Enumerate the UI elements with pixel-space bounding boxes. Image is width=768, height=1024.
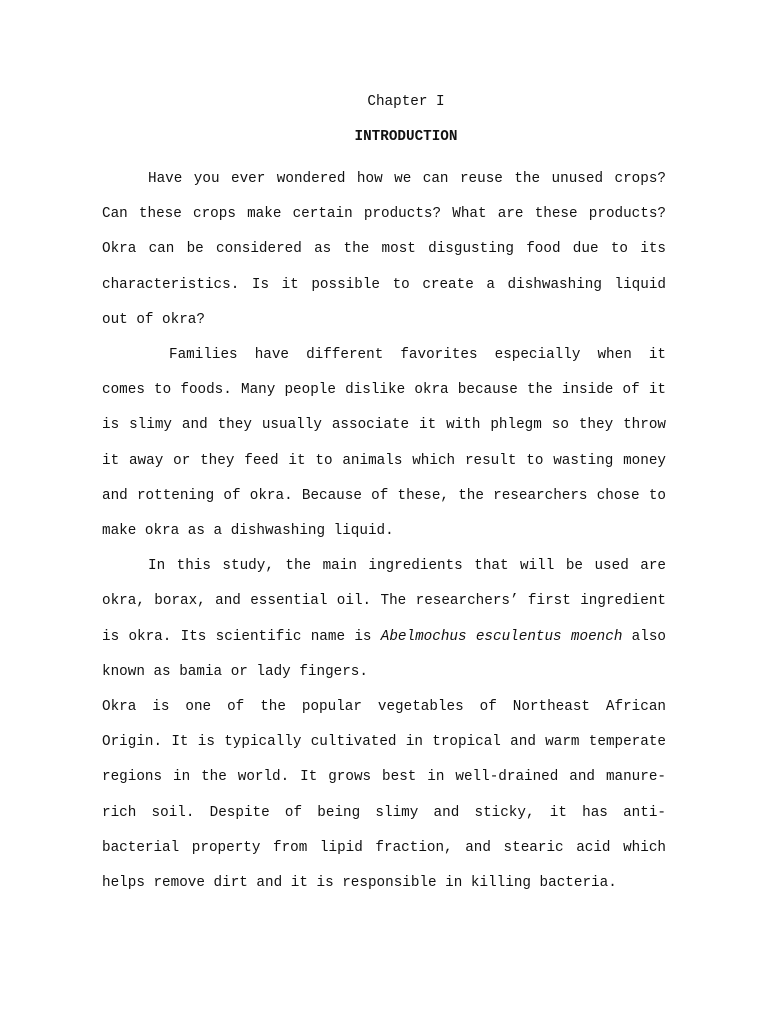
section-heading: INTRODUCTION xyxy=(354,129,458,145)
paragraph-3-text-after: also known as bamia or lady fingers. xyxy=(102,628,667,680)
body-text xyxy=(102,162,666,901)
paragraph-4: Okra is one of the popular vegetables of Northeast African Origin. It is typically cultivated in tropical and warm temperate regions in the world. It grows best in well-drained and manure-rich soil. Despite of being slimy and sticky, it has anti-bacterial property from lipid fraction, and stearic acid which helps remove dirt and it is responsible in killing bacteria. xyxy=(102,699,666,892)
paragraph-2: Families have different favorites especially when it comes to foods. Many people dislike okra because the inside of it is slimy and they usually associate it with phlegm so they throw it away or they feed it to animals which result to wasting money and rottening of okra. Because of these, the researchers chose to make okra as a dishwashing liquid. xyxy=(102,347,666,540)
paragraph-1: Have you ever wondered how we can reuse the unused crops? Can these crops make certain products? What are these products? Okra can be considered as the most disgusting food due to its characteristics. Is it possible to create a dishwashing liquid out of okra? xyxy=(102,171,666,328)
scientific-name: Abelmochus esculentus moench xyxy=(380,628,623,645)
chapter-label: Chapter I xyxy=(367,94,445,110)
paragraph-3 xyxy=(102,549,666,690)
paragraph-3-text-before: In this study, the main ingredients that will be used are okra, borax, and essential oil. The researchers’ first ingredient is okra. Its scientific name is xyxy=(102,558,666,645)
